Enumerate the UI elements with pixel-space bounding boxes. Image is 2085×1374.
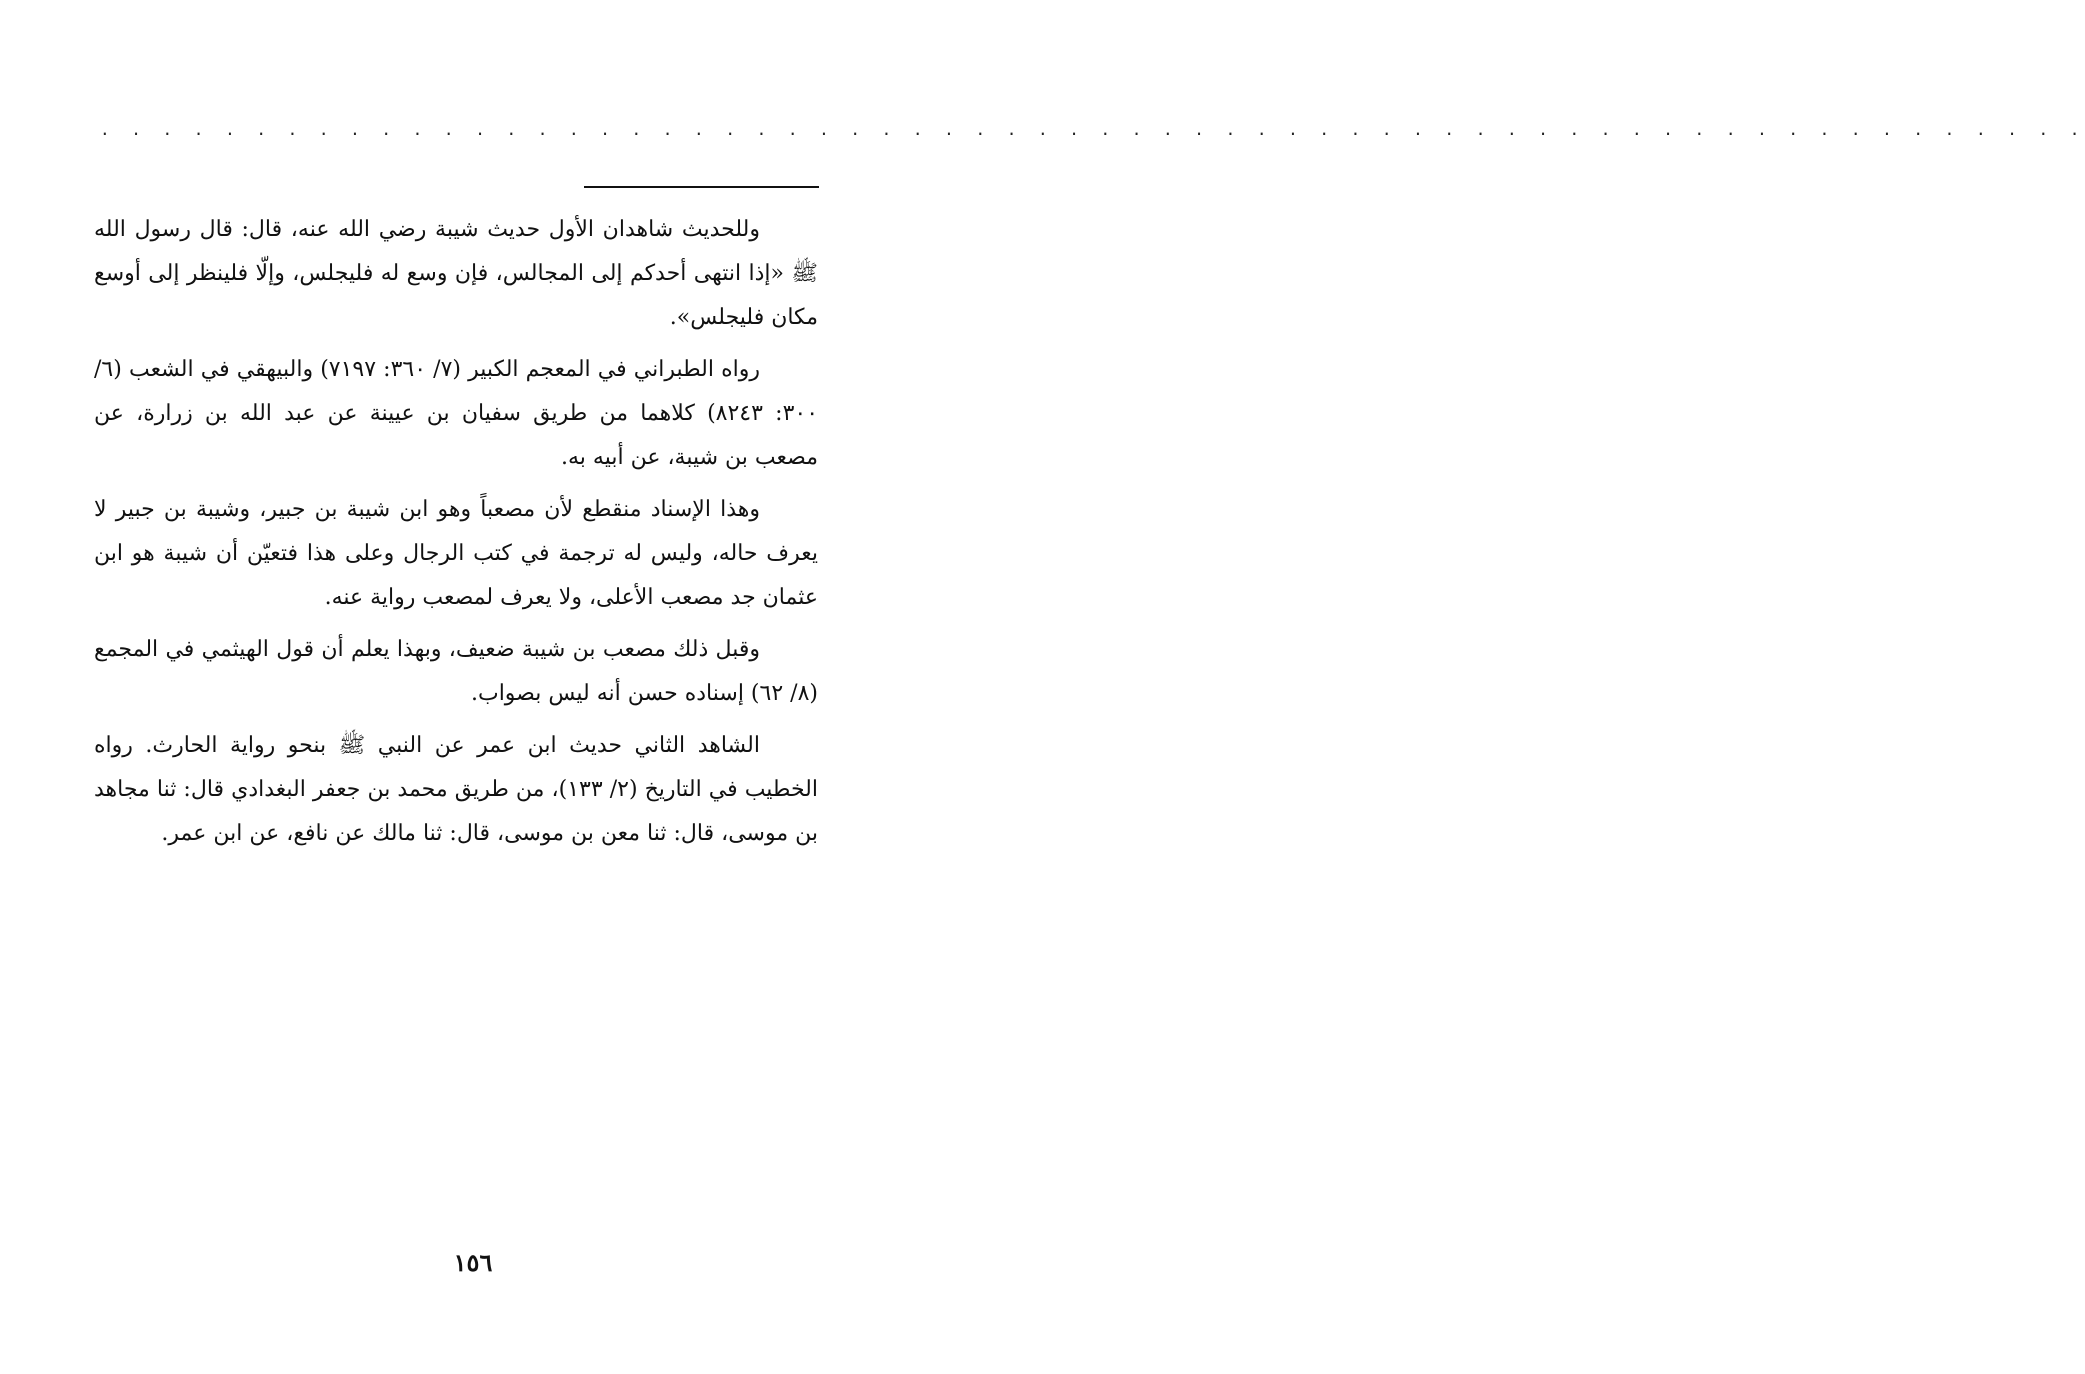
page-number: ١٥٦ — [453, 1248, 493, 1277]
footnote-text-body — [94, 208, 818, 864]
paragraph-second-witness: الشاهد الثاني حديث ابن عمر عن النبي ﷺ بنحو رواية الحارث. رواه الخطيب في التاريخ (٢/ ١٣٣)، من طريق محمد بن جعفر البغدادي قال: ثنا مجاهد بن موسى، قال: ثنا معن بن موسى، قال: ثنا مالك عن نافع، عن ابن عمر. — [94, 733, 818, 846]
footnote-rule — [584, 186, 819, 188]
dotted-separator: . . . . . . . . . . . . . . . . . . . . . . . . . . . . . . . . . . . . . . . . . . . . . . . . . . . . . . . . . . . . . . . . — [100, 120, 2085, 139]
paragraph-isnad-analysis: وهذا الإسناد منقطع لأن مصعباً وهو ابن شيبة بن جبير، وشيبة بن جبير لا يعرف حاله، وليس له ترجمة في كتب الرجال وعلى هذا فتعيّن أن شيبة هو ابن عثمان جد مصعب الأعلى، ولا يعرف لمصعب رواية عنه. — [94, 497, 818, 610]
paragraph-tabarani-citation: رواه الطبراني في المعجم الكبير (٧/ ٣٦٠: ٧١٩٧) والبيهقي في الشعب (٦/ ٣٠٠: ٨٢٤٣) كلاهما من طريق سفيان بن عيينة عن عبد الله بن زرارة، عن مصعب بن شيبة، عن أبيه به. — [94, 357, 819, 470]
paragraph-first-witness: وللحديث شاهدان الأول حديث شيبة رضي الله عنه، قال: قال رسول الله ﷺ «إذا انتهى أحدكم إلى المجالس، فإن وسع له فليجلس، وإلّا فلينظر إلى أوسع مكان فليجلس». — [94, 217, 818, 330]
paragraph-haythami-note: وقبل ذلك مصعب بن شيبة ضعيف، وبهذا يعلم أن قول الهيثمي في المجمع (٨/ ٦٢) إسناده حسن أنه ليس بصواب. — [94, 637, 818, 706]
